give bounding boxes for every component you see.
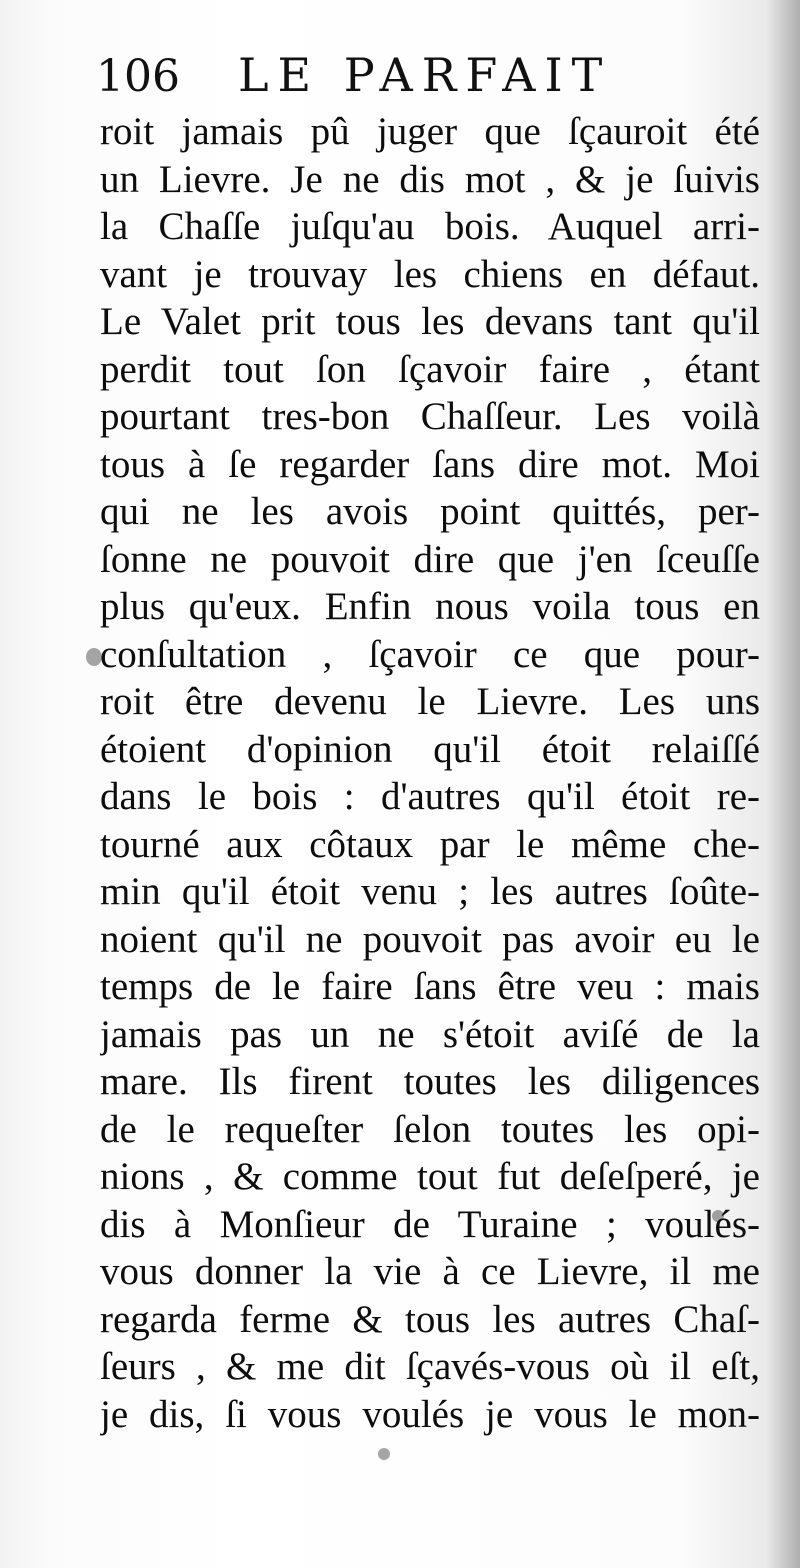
text-line: mare. Ils firent toutes les diligences bbox=[100, 1060, 760, 1103]
text-line: tous à ſe regarder ſans dire mot. Moi bbox=[100, 442, 760, 486]
text-line: roit être devenu le Lievre. Les uns bbox=[100, 680, 760, 723]
text-line: un Lievre. Je ne dis mot , & je ſuivis bbox=[100, 157, 760, 201]
text-line: temps de le faire ſans être veu : mais bbox=[100, 965, 760, 1008]
text-line: de le requeſter ſelon toutes les opi- bbox=[100, 1107, 760, 1151]
text-line: qui ne les avois point quittés, per- bbox=[100, 490, 760, 533]
body-text bbox=[100, 108, 760, 1438]
text-line: ſeurs , & me dit ſçavés-vous où il eſt, bbox=[100, 1345, 760, 1388]
page-edge-shadow bbox=[766, 0, 800, 1568]
running-title: LE PARFAIT bbox=[238, 48, 612, 102]
text-line: ſonne ne pouvoit dire que j'en ſceuſſe bbox=[100, 537, 760, 581]
text-line: dans le bois : d'autres qu'il étoit re- bbox=[100, 775, 760, 818]
ink-speck bbox=[86, 648, 102, 666]
text-line: roit jamais pû juger que ſçauroit été bbox=[100, 110, 760, 153]
text-line: je dis, ſi vous voulés je vous le mon- bbox=[100, 1392, 760, 1436]
text-line: nions , & comme tout fut deſeſperé, je bbox=[100, 1155, 760, 1198]
text-line: min qu'il étoit venu ; les autres ſoûte- bbox=[100, 870, 760, 913]
text-line: étoient d'opinion qu'il étoit relaiſſé bbox=[100, 727, 760, 771]
text-line: perdit tout ſon ſçavoir faire , étant bbox=[100, 347, 760, 391]
text-line: conſultation , ſçavoir ce que pour- bbox=[100, 632, 760, 676]
text-line: tourné aux côtaux par le même che- bbox=[100, 822, 760, 866]
text-line: plus qu'eux. Enfin nous voila tous en bbox=[100, 585, 760, 628]
text-line: regarda ferme & tous les autres Chaſ- bbox=[100, 1297, 760, 1341]
text-line: vous donner la vie à ce Lievre, il me bbox=[100, 1250, 760, 1293]
text-line: noient qu'il ne pouvoit pas avoir eu le bbox=[100, 917, 760, 961]
text-line: jamais pas un ne s'étoit aviſé de la bbox=[100, 1012, 760, 1056]
page-number: 106 bbox=[96, 51, 180, 102]
text-line: Le Valet prit tous les devans tant qu'il bbox=[100, 300, 760, 343]
running-head bbox=[96, 44, 736, 104]
ink-speck bbox=[378, 1448, 390, 1460]
ink-speck bbox=[712, 1210, 724, 1222]
text-line: pourtant tres-bon Chaſſeur. Les voilà bbox=[100, 395, 760, 438]
text-line: dis à Monſieur de Turaine ; voulés- bbox=[100, 1202, 760, 1246]
text-line: vant je trouvay les chiens en défaut. bbox=[100, 252, 760, 296]
text-line: la Chaſſe juſqu'au bois. Auquel arri- bbox=[100, 205, 760, 248]
